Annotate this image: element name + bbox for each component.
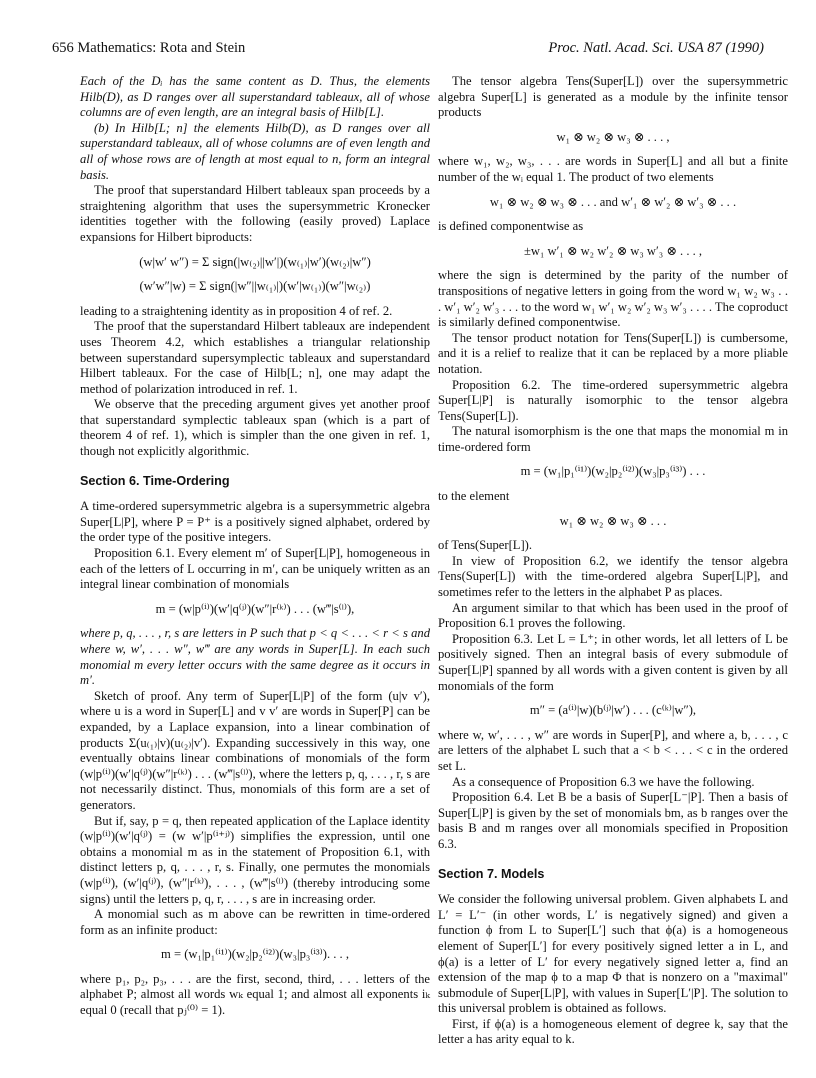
proposition: Proposition 6.2. The time-ordered supersymmetric algebra Super[L|P] is naturally isomorphic to the tensor algebra Tens(Super[L]).	[438, 377, 788, 423]
paragraph: The natural isomorphism is the one that maps the monomial m in time-ordered form	[438, 424, 788, 454]
paragraph: The proof that superstandard Hilbert tableaux span proceeds by a straightening algorithm that uses the supersymmetric Kronecker identities together with the following (easily proved) Laplace expansions for Hilbert biproducts:	[80, 183, 430, 244]
equation: w₁ ⊗ w₂ ⊗ w₃ ⊗ . . .	[559, 513, 667, 528]
paragraph: An argument similar to that which has been used in the proof of Proposition 6.1 proves the following.	[438, 600, 788, 631]
paragraph: The tensor product notation for Tens(Super[L]) is cumbersome, and it is a relief to realize that it can be replaced by a more pliable notation.	[438, 330, 788, 376]
proposition: Proposition 6.1. Every element m′ of Super[L|P], homogeneous in each of the letters of L occurring in m′, can be uniquely written as an integral linear combination of monomials	[80, 546, 430, 592]
page-label: 656 Mathematics: Rota and Stein	[52, 40, 246, 56]
proposition: Proposition 6.4. Let B be a basis of Super[L⁻|P]. Then a basis of Super[L|P] is given by the set of monomials bm, as b ranges over the basis B and m ranges over all monomials specified in Proposition 6.3.	[438, 790, 788, 851]
proposition: Proposition 6.3. Let L = L⁺; in other words, let all letters of L be positively signed. Then an integral basis of every submodule of Super[L|P] spanned by all words with a given content is given by all monomials of the form	[438, 631, 788, 693]
equation: (w′w″|w) = Σ sign(|w″||w₍₁₎|)(w′|w₍₁₎)(w″|w₍₂₎)	[139, 279, 371, 294]
right-column	[438, 74, 788, 1048]
equation: m″ = (a⁽ⁱ⁾|w)(b⁽ʲ⁾|w′) . . . (c⁽ᵏ⁾|w″),	[529, 703, 697, 718]
paragraph: where w₁, w₂, w₃, . . . are words in Super[L] and all but a finite number of the wᵢ equal 1. The product of two elements	[438, 154, 788, 184]
paragraph: to the element	[438, 489, 510, 504]
equation: w₁ ⊗ w₂ ⊗ w₃ ⊗ . . . and w′₁ ⊗ w′₂ ⊗ w′₃ ⊗ . . .	[489, 194, 737, 209]
paragraph: (b) In Hilb[L; n] the elements Hilb(D), as D ranges over all superstandard tableaux, all of whose columns are of even length and all of whose rows are of length at most equal to n, form an integral basis.	[80, 120, 430, 182]
paragraph: As a consequence of Proposition 6.3 we have the following.	[452, 774, 755, 789]
equation: m = (w|p⁽ⁱ⁾)(w′|q⁽ʲ⁾)(w″|r⁽ᵏ⁾) . . . (w‴|s⁽ˡ⁾),	[155, 601, 355, 616]
equation: (w|w′ w″) = Σ sign(|w₍₂₎||w′|)(w₍₁₎|w′)(w₍₂₎|w″)	[139, 254, 371, 269]
paragraph: where the sign is determined by the parity of the number of transpositions of negative letters in going from the word w₁ w₂ w₃ . . . w′₁ w′₂ w′₃ . . . to the word w₁ w′₁ w₂ w′₂ w₃ w′₃ . . . . The coproduct is similarly defined componentwise.	[438, 268, 788, 330]
section-heading: Section 6. Time-Ordering	[80, 473, 230, 488]
paragraph: A time-ordered supersymmetric algebra is a supersymmetric algebra Super[L|P], where P = P⁺ is a positively signed alphabet, ordered by the order type of the positive integers.	[80, 499, 430, 545]
paragraph: where w, w′, . . . , w″ are words in Super[P], and where a, b, . . . , c are letters of the alphabet L such that a < b < . . . < c in the ordered set L.	[438, 727, 788, 773]
paragraph: Sketch of proof. Any term of Super[L|P] of the form (u|v v′), where u is a word in Super[L] and v v′ are words in Super[P] can be expanded, by a Laplace expansion, into a linear combination of products Σ(u₍₁₎|v)(u₍₂₎|v′). Expanding successively in this way, one eventually obtains linear combinations of monomials of the form (w|p⁽ⁱ⁾)(w′|q⁽ʲ⁾)(w″|r⁽ᵏ⁾) . . . (w‴|s⁽ˡ⁾), where the letters p, q, . . . , r, s are not necessarily distinct. Thus, monomials of this form are a set of generators.	[80, 688, 430, 812]
equation: w₁ ⊗ w₂ ⊗ w₃ ⊗ . . . ,	[556, 129, 670, 144]
paragraph: The proof that the superstandard Hilbert tableaux are independent uses Theorem 4.2, which establishes a triangular relationship between superstandard supersymplectic tableaux and superstandard Hilbert tableaux. For the case of Hilb[L; n], one may adapt the method of polarization introduced in ref. 1.	[80, 319, 430, 396]
section-heading: Section 7. Models	[438, 866, 545, 881]
equation: m = (w₁|p₁⁽ⁱ¹⁾)(w₂|p₂⁽ⁱ²⁾)(w₃|p₃⁽ⁱ³⁾) . . .	[520, 464, 706, 479]
paragraph: leading to a straightening identity as in proposition 4 of ref. 2.	[80, 303, 393, 318]
paragraph: But if, say, p = q, then repeated application of the Laplace identity (w|p⁽ⁱ⁾)(w′|q⁽ʲ⁾) = (w w′|p⁽ⁱ⁺ʲ⁾) simplifies the expression, until one obtains a monomial m as in the statement of Proposition 6.1, with distinct letters p, q, . . . , r, s. Finally, one permutes the monomials (w|p⁽ⁱ⁾), (w′|q⁽ʲ⁾), (w″|r⁽ᵏ⁾), . . . , (w‴|s⁽ˡ⁾) (thereby introducing some signs) until the letters p, q, r, . . . , s are in increasing order.	[80, 813, 430, 906]
paragraph: The tensor algebra Tens(Super[L]) over the supersymmetric algebra Super[L] is generated as a module by the infinite tensor products	[438, 74, 788, 120]
paragraph: We observe that the preceding argument gives yet another proof that superstandard symplectic tableaux span (which is a part of theorem 4 of ref. 1), which is simpler than the one given in ref. 1, though not explicitly algorithmic.	[80, 397, 430, 459]
paragraph: where p, q, . . . , r, s are letters in P such that p < q < . . . < r < s and where w, w′, . . . w″, w‴ are any words in Super[L]. In each such monomial m every letter occurs with the same degree as it occurs in m′.	[80, 626, 430, 688]
paragraph: A monomial such as m above can be rewritten in time-ordered form as an infinite product:	[80, 907, 430, 937]
paragraph: First, if ϕ(a) is a homogeneous element of degree k, say that the letter a has arity equal to k.	[438, 1016, 788, 1047]
paragraph: of Tens(Super[L]).	[438, 538, 533, 553]
paragraph: is defined componentwise as	[438, 219, 584, 234]
journal-citation: Proc. Natl. Acad. Sci. USA 87 (1990)	[548, 40, 764, 56]
equation: ±w₁ w′₁ ⊗ w₂ w′₂ ⊗ w₃ w′₃ ⊗ . . . ,	[523, 243, 703, 258]
page-header	[52, 40, 764, 60]
left-column	[80, 74, 430, 1019]
paragraph: In view of Proposition 6.2, we identify the tensor algebra Tens(Super[L]) with the time-ordered algebra Super[L|P], and sometimes refer to the letters in the alphabet P as places.	[438, 553, 788, 600]
paragraph: Each of the Dᵢ has the same content as D. Thus, the elements Hilb(D), as D ranges over all superstandard tableaux, all of whose columns are of even length, are an integral basis of Hilb[L].	[80, 74, 430, 120]
paragraph: We consider the following universal problem. Given alphabets L and L′ = L′⁻ (in other words, L′ is negatively signed) and given a function ϕ from L to Super[L′] such that ϕ(a) is a homogeneous element of Super[L′] for every positively signed letter a in L, and ϕ(a) is a letter of L′ for every negatively signed letter a, find an extension of the map ϕ to a map Φ that is nonzero on a "maximal" submodule of Super[L|P], with values in Super[L′|P]. The solution to this universal problem is obtained as follows.	[438, 892, 788, 1016]
equation: m = (w₁|p₁⁽ⁱ¹⁾)(w₂|p₂⁽ⁱ²⁾)(w₃|p₃⁽ⁱ³⁾). . . ,	[161, 947, 349, 962]
paragraph: where p₁, p₂, p₃, . . . are the first, second, third, . . . letters of the alphabet P; almost all words wₖ equal 1; and almost all exponents iₖ equal 0 (recall that pⱼ⁽⁰⁾ = 1).	[80, 971, 430, 1018]
